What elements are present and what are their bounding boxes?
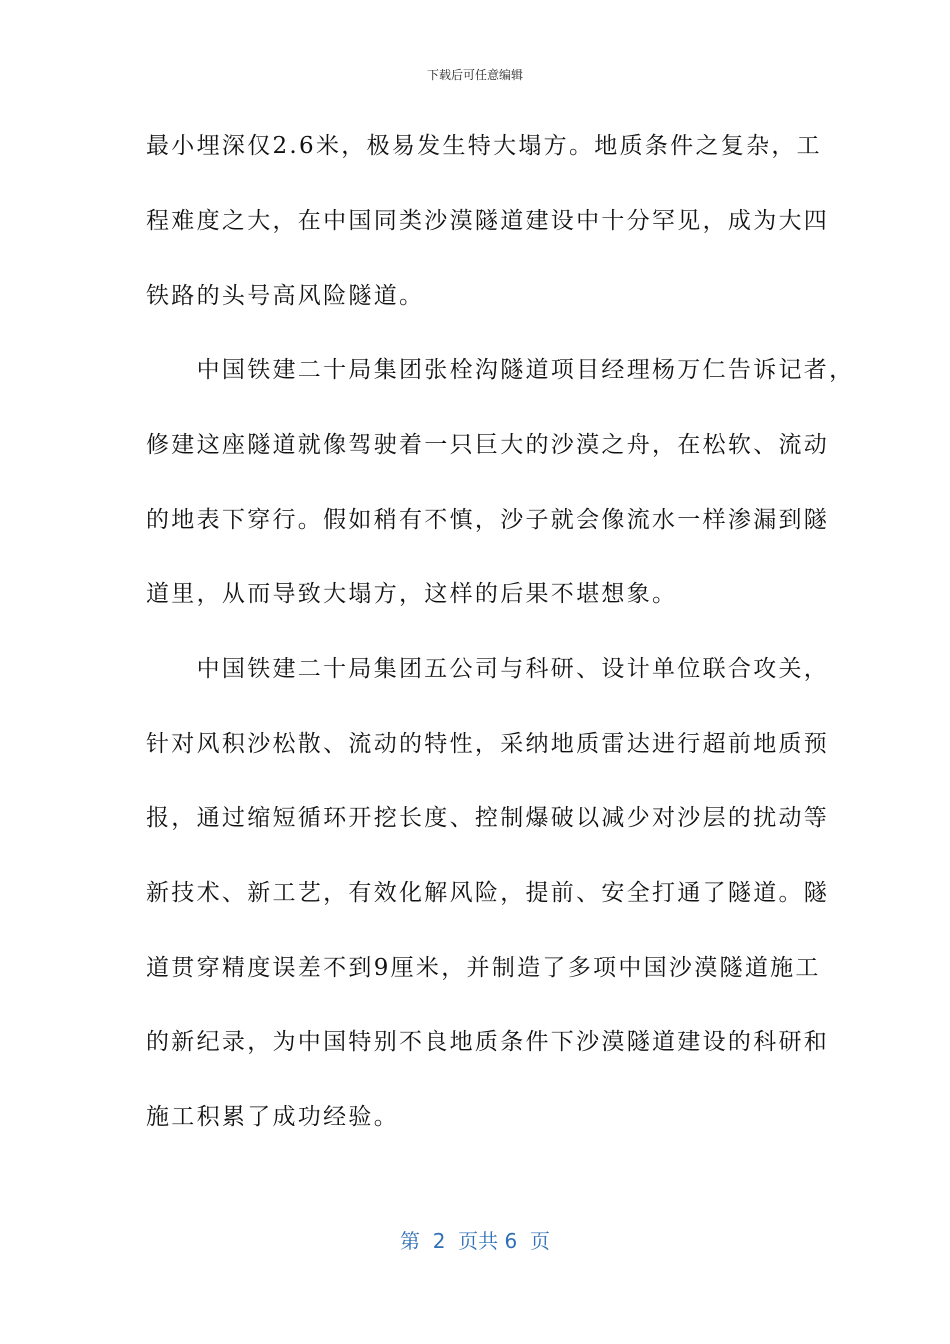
body-line-12: 道贯穿精度误差不到9厘米，并制造了多项中国沙漠隧道施工 <box>146 955 821 981</box>
body-line-4: 中国铁建二十局集团张栓沟隧道项目经理杨万仁告诉记者， <box>146 357 855 383</box>
body-line-14: 施工积累了成功经验。 <box>146 1104 399 1130</box>
body-line-2: 程难度之大，在中国同类沙漠隧道建设中十分罕见，成为大四 <box>146 208 830 234</box>
body-line-7: 道里，从而导致大塌方，这样的后果不堪想象。 <box>146 581 678 607</box>
body-line-1: 最小埋深仅2.6米，极易发生特大塌方。地质条件之复杂，工 <box>146 133 822 159</box>
body-line-10: 报，通过缩短循环开挖长度、控制爆破以减少对沙层的扰动等 <box>146 805 830 831</box>
body-line-8: 中国铁建二十局集团五公司与科研、设计单位联合攻关， <box>146 656 830 682</box>
body-line-9: 针对风积沙松散、流动的特性，采纳地质雷达进行超前地质预 <box>146 731 830 757</box>
body-line-3: 铁路的头号高风险隧道。 <box>146 283 425 309</box>
body-line-11: 新技术、新工艺，有效化解风险，提前、安全打通了隧道。隧 <box>146 880 830 906</box>
body-line-6: 的地表下穿行。假如稍有不慎，沙子就会像流水一样渗漏到隧 <box>146 507 830 533</box>
header-note: 下载后可任意编辑 <box>426 68 523 82</box>
body-line-13: 的新纪录，为中国特别不良地质条件下沙漠隧道建设的科研和 <box>146 1029 830 1055</box>
body-line-5: 修建这座隧道就像驾驶着一只巨大的沙漠之舟，在松软、流动 <box>146 432 830 458</box>
page-number: 第 2 页共 6 页 <box>400 1229 550 1253</box>
